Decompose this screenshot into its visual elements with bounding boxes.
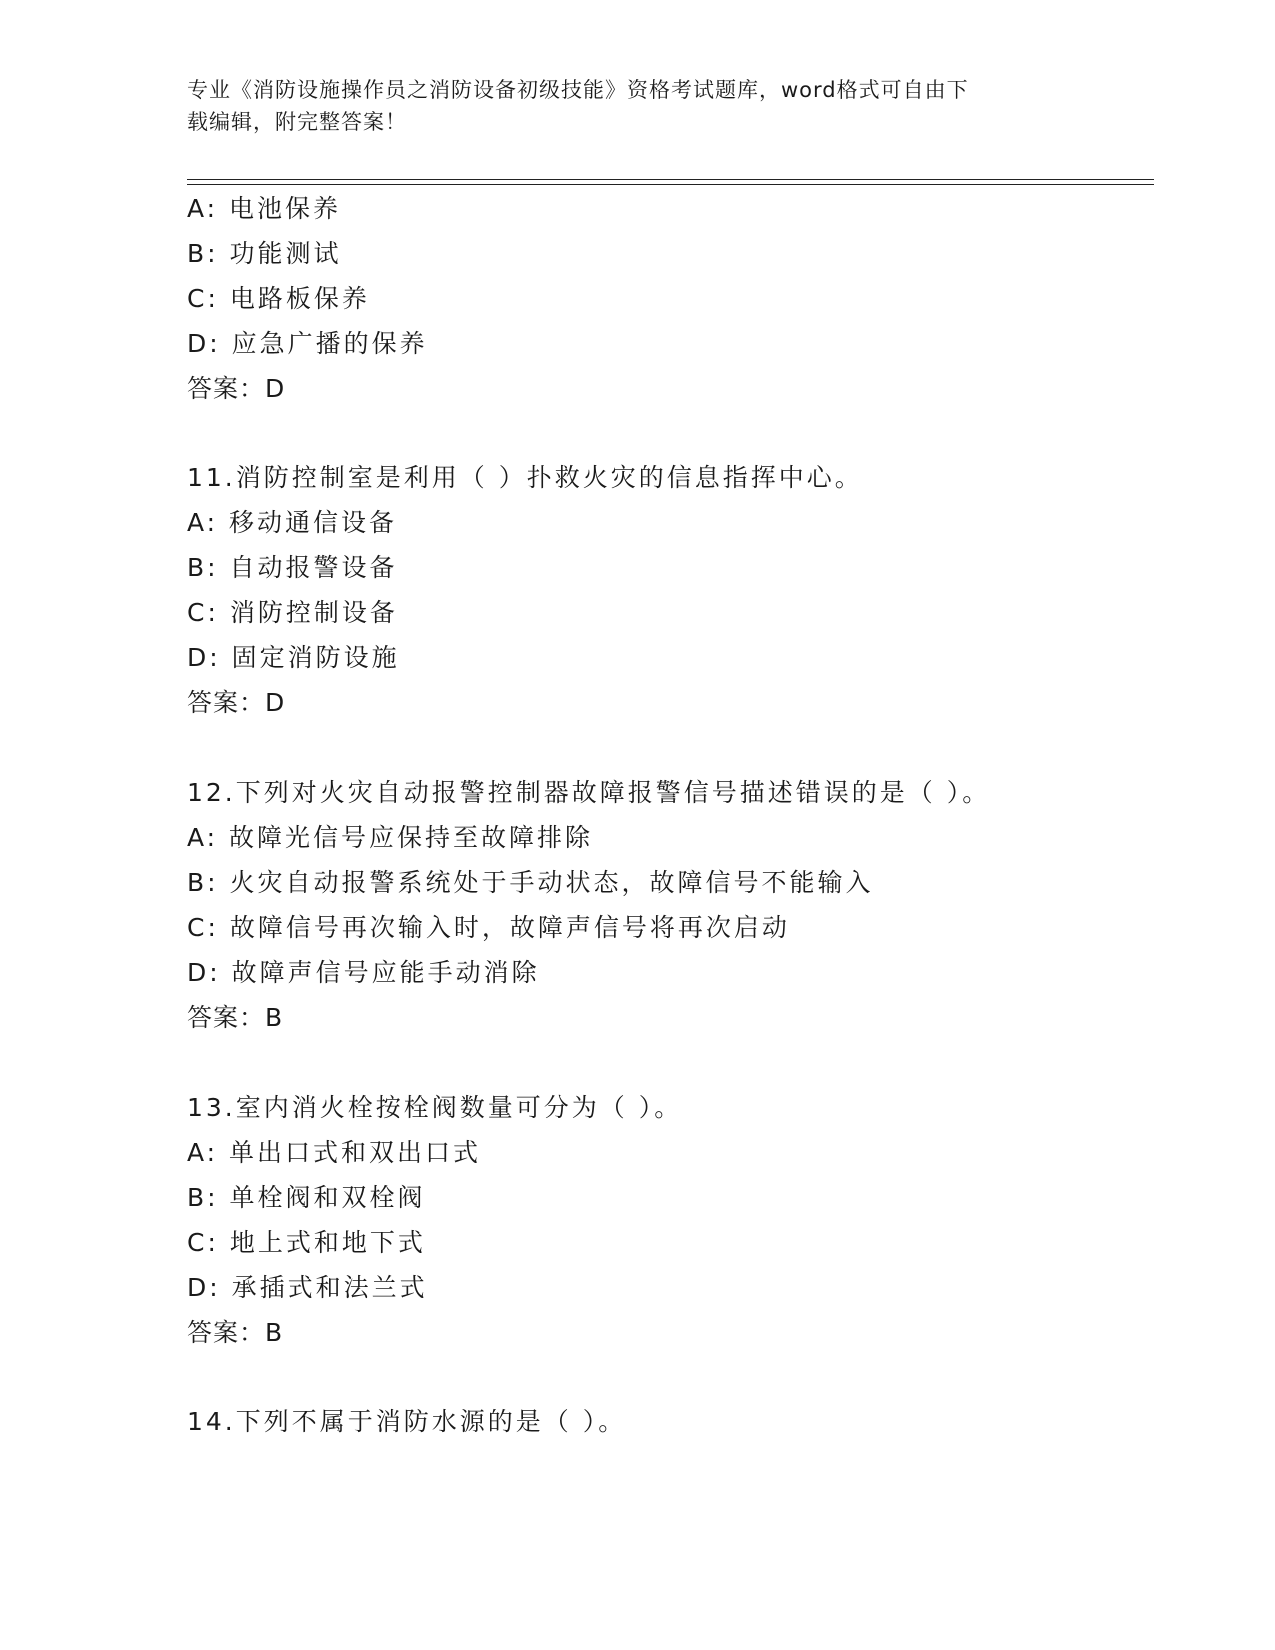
- option-d: D: 故障声信号应能手动消除: [187, 958, 540, 987]
- header-line-2: 载编辑，附完整答案！: [187, 110, 407, 134]
- document-header: [187, 74, 1077, 138]
- option-d: D: 应急广播的保养: [187, 329, 428, 358]
- option-c: C: 故障信号再次输入时，故障声信号将再次启动: [187, 913, 790, 942]
- option-c: C: 地上式和地下式: [187, 1228, 426, 1257]
- question-stem: 14.下列不属于消防水源的是（ ）。: [187, 1407, 627, 1436]
- option-d: D: 承插式和法兰式: [187, 1273, 428, 1302]
- option-a: A: 移动通信设备: [187, 508, 398, 537]
- header-divider-top: [187, 179, 1154, 180]
- header-divider-bottom: [187, 184, 1154, 185]
- question-stem: 13.室内消火栓按栓阀数量可分为（ ）。: [187, 1093, 683, 1122]
- option-c: C: 电路板保养: [187, 284, 370, 313]
- option-b: B: 火灾自动报警系统处于手动状态，故障信号不能输入: [187, 868, 874, 897]
- option-a: A: 故障光信号应保持至故障排除: [187, 823, 594, 852]
- option-b: B: 单栓阀和双栓阀: [187, 1183, 426, 1212]
- option-b: B: 自动报警设备: [187, 553, 398, 582]
- option-d: D: 固定消防设施: [187, 643, 400, 672]
- question-stem: 11.消防控制室是利用（ ）扑救火灾的信息指挥中心。: [187, 463, 863, 492]
- question-stem: 12.下列对火灾自动报警控制器故障报警信号描述错误的是（ ）。: [187, 778, 991, 807]
- option-a: A: 电池保养: [187, 194, 342, 223]
- answer-line: 答案：D: [187, 688, 286, 717]
- answer-line: 答案：D: [187, 374, 286, 403]
- answer-line: 答案：B: [187, 1003, 284, 1032]
- option-a: A: 单出口式和双出口式: [187, 1138, 482, 1167]
- answer-line: 答案：B: [187, 1318, 284, 1347]
- option-b: B: 功能测试: [187, 239, 342, 268]
- header-line-1: 专业《消防设施操作员之消防设备初级技能》资格考试题库，word格式可自由下: [187, 78, 969, 102]
- option-c: C: 消防控制设备: [187, 598, 398, 627]
